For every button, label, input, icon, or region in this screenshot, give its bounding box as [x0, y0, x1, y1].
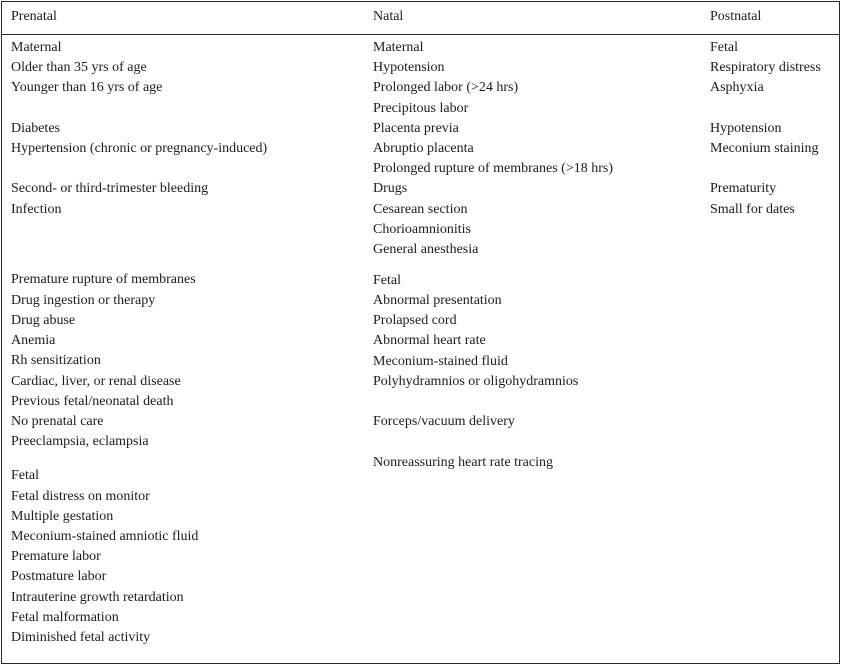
- list-item: Fetal distress on monitor: [11, 488, 150, 504]
- list-item: Precipitous labor: [373, 100, 469, 116]
- list-item: Premature labor: [11, 549, 101, 565]
- list-item: Intrauterine growth retardation: [11, 589, 184, 605]
- list-item: Prematurity: [710, 181, 777, 197]
- list-item: Fetal malformation: [11, 609, 119, 625]
- list-item: Older than 35 yrs of age: [11, 60, 147, 76]
- list-item: Premature rupture of membranes: [11, 272, 196, 288]
- list-item: Prolapsed cord: [373, 313, 457, 329]
- list-item: Postmature labor: [11, 569, 107, 585]
- list-item: Abnormal heart rate: [373, 333, 486, 349]
- list-item: Polyhydramnios or oligohydramnios: [373, 373, 579, 389]
- header-natal: Natal: [373, 9, 404, 24]
- header-prenatal: Prenatal: [11, 9, 57, 24]
- list-item: Younger than 16 yrs of age: [11, 80, 163, 96]
- list-item: Drugs: [373, 181, 408, 197]
- list-item: Hypotension: [710, 120, 782, 136]
- list-item: Prolonged rupture of membranes (>18 hrs): [373, 161, 614, 177]
- natal-column: [373, 38, 613, 473]
- natal-fetal-heading: Fetal: [373, 272, 401, 288]
- list-item: Infection: [11, 201, 62, 217]
- list-item: Multiple gestation: [11, 508, 114, 524]
- list-item: Meconium-stained amniotic fluid: [11, 528, 199, 544]
- list-item: Prolonged labor (>24 hrs): [373, 80, 519, 96]
- list-item: Hypotension: [373, 60, 445, 76]
- list-item: No prenatal care: [11, 413, 104, 429]
- list-item: Chorioamnionitis: [373, 221, 471, 237]
- list-item: Forceps/vacuum delivery: [373, 414, 515, 430]
- list-item: Nonreassuring heart rate tracing: [373, 454, 553, 470]
- list-item: Hypertension (chronic or pregnancy-induced): [11, 141, 268, 156]
- postnatal-fetal-heading: Fetal: [710, 40, 738, 55]
- prenatal-column: [11, 38, 267, 648]
- list-item: Drug abuse: [11, 312, 76, 328]
- list-item: Respiratory distress: [710, 60, 821, 76]
- prenatal-fetal-heading: Fetal: [11, 468, 39, 484]
- list-item: Meconium staining: [710, 141, 819, 156]
- header-divider: [1, 34, 840, 35]
- list-item: Diminished fetal activity: [11, 629, 151, 645]
- list-item: Small for dates: [710, 201, 795, 217]
- postnatal-column: [710, 38, 821, 220]
- list-item: Anemia: [11, 333, 56, 349]
- list-item: Cardiac, liver, or renal disease: [11, 373, 181, 389]
- list-item: Placenta previa: [373, 120, 459, 136]
- list-item: General anesthesia: [373, 242, 479, 258]
- list-item: Previous fetal/neonatal death: [11, 393, 174, 409]
- list-item: Drug ingestion or therapy: [11, 292, 156, 308]
- list-item: Abruptio placenta: [373, 141, 474, 157]
- list-item: Cesarean section: [373, 201, 468, 217]
- list-item: Asphyxia: [710, 80, 764, 96]
- natal-maternal-heading: Maternal: [373, 40, 424, 55]
- list-item: Rh sensitization: [11, 353, 101, 369]
- list-item: Abnormal presentation: [373, 292, 502, 308]
- prenatal-maternal-heading: Maternal: [11, 40, 62, 55]
- list-item: Meconium-stained fluid: [373, 353, 508, 369]
- list-item: Second- or third-trimester bleeding: [11, 181, 209, 197]
- list-item: Preeclampsia, eclampsia: [11, 434, 149, 450]
- header-postnatal: Postnatal: [710, 9, 762, 24]
- list-item: Diabetes: [11, 120, 60, 136]
